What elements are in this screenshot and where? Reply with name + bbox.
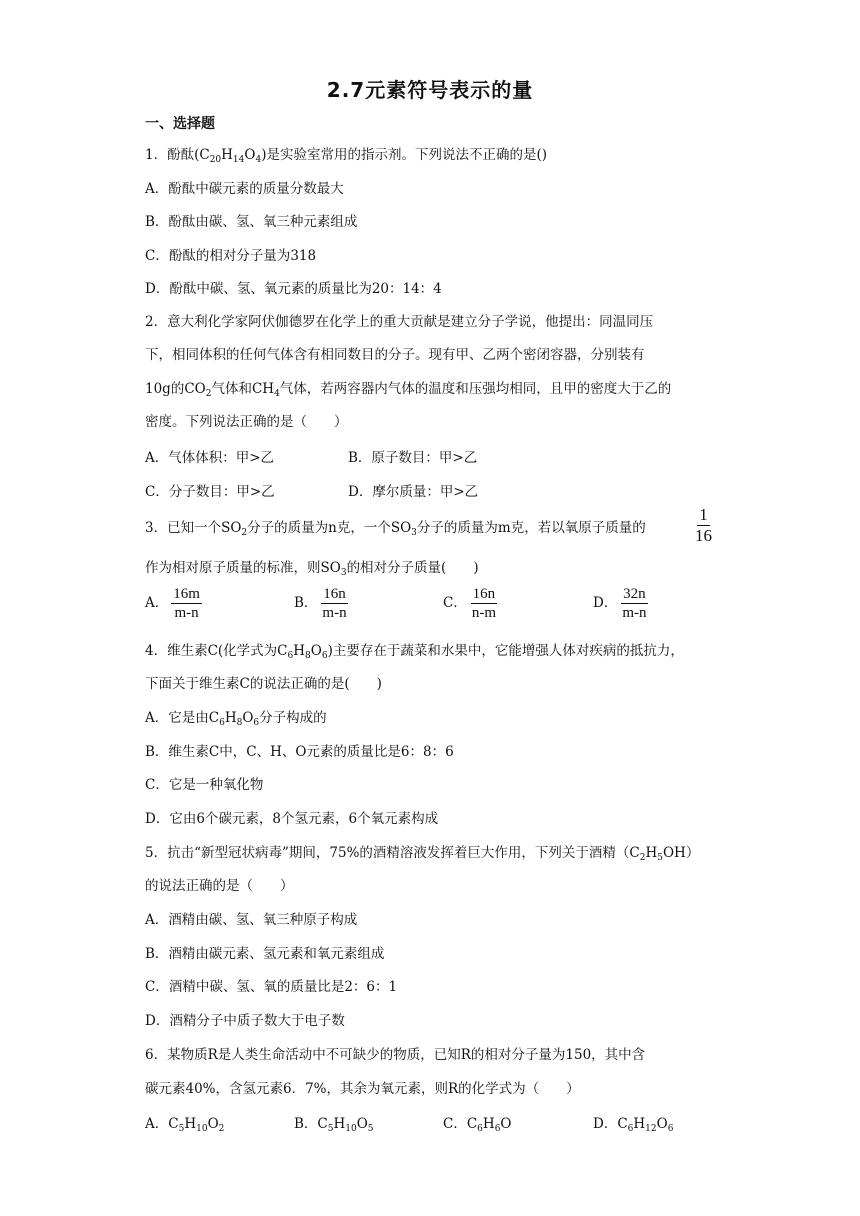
question-1-option-a: A．酚酞中碳元素的质量分数最大 [145, 181, 344, 197]
question-2-option-d: D．摩尔质量：甲>乙 [348, 484, 479, 500]
question-5-line-2: 的说法正确的是（ ） [145, 878, 294, 894]
question-5-option-a: A．酒精由碳、氢、氧三种原子构成 [145, 912, 358, 928]
question-4-line-1: 4．维生素C(化学式为$C_6H_8O_6$)主要存在于蔬菜和水果中，它能增强人体对疾病的抵抗力， [145, 643, 684, 661]
question-6-option-c: C．$C_6H_6O$ [443, 1116, 512, 1134]
question-6-line-1: 6．某物质R是人类生命活动中不可缺少的物质，已知R的相对分子量为150，其中含 [145, 1047, 646, 1063]
question-1-option-c: C．酚酞的相对分子量为318 [145, 248, 317, 264]
question-2-line-3: 10g的$CO_2$气体和$CH_4$气体，若两容器内气体的温度和压强均相同，且甲的密度大于乙的 [145, 381, 672, 399]
question-3-line-2: 作为相对原子质量的标准，则$SO_3$的相对分子质量( ) [145, 560, 479, 578]
question-2-line-4: 密度。下列说法正确的是（ ） [145, 414, 348, 430]
question-4-option-b: B．维生素C中，C、H、O元素的质量比是6：8：6 [145, 744, 454, 760]
question-5-option-b: B．酒精由碳元素、氢元素和氧元素组成 [145, 946, 385, 962]
page-title: 2.7元素符号表示的量 [326, 78, 534, 102]
question-2-option-b: B．原子数目：甲>乙 [348, 450, 478, 466]
question-3-option-c: C． $\frac{16n}{n-m}$ [443, 586, 497, 621]
question-2-line-2: 下，相同体积的任何气体含有相同数目的分子。现有甲、乙两个密闭容器，分别装有 [145, 347, 645, 363]
question-6-option-a: A．$C_5H_{10}O_2$ [145, 1116, 225, 1134]
question-6-line-2: 碳元素40%，含氢元素6．7%，其余为氧元素，则R的化学式为（ ） [145, 1081, 580, 1097]
question-6-option-b: B．$C_5H_{10}O_5$ [294, 1116, 374, 1134]
question-1-stem: 1．酚酞$(C_{20}H_{14}O_4)$是实验室常用的指示剂。下列说法不正确的是() [145, 147, 547, 165]
question-2-option-a: A．气体体积：甲>乙 [145, 450, 275, 466]
question-3-option-d: D． $\frac{32n}{m-n}$ [593, 586, 647, 621]
question-5-line-1: 5．抗击“新型冠状病毒”期间，75%的酒精溶液发挥着巨大作用，下列关于酒精$(C_2H_5OH)$ [145, 845, 700, 863]
question-2-line-1: 2．意大利化学家阿伏伽德罗在化学上的重大贡献是建立分子学说，他提出：同温同压 [145, 314, 654, 330]
question-1-option-b: B．酚酞由碳、氢、氧三种元素组成 [145, 214, 358, 230]
question-4-line-2: 下面关于维生素C的说法正确的是( ) [145, 676, 382, 692]
question-4-option-c: C．它是一种氧化物 [145, 777, 264, 793]
question-3-fraction [690, 505, 717, 546]
question-3-line-1: 3．已知一个$SO_2$分子的质量为n克，一个$SO_3$分子的质量为m克，若以氧原子质量的 [145, 520, 646, 538]
question-1-option-d: D．酚酞中碳、氢、氧元素的质量比为20：14：4 [145, 281, 442, 297]
question-6-option-d: D．$C_6H_{12}O_6$ [593, 1116, 674, 1134]
question-5-option-c: C．酒精中碳、氢、氧的质量比是2：6：1 [145, 979, 398, 995]
fraction-numerator: 1 [699, 505, 708, 524]
question-4-option-a: A．它是由$C_6H_8O_6$分子构成的 [145, 710, 327, 728]
question-4-option-d: D．它由6个碳元素，8个氢元素，6个氧元素构成 [145, 811, 439, 827]
section-heading: 一、选择题 [145, 116, 215, 132]
question-3-option-a: A． $\frac{16m}{m-n}$ [145, 586, 200, 621]
question-5-option-d: D．酒精分子中质子数大于电子数 [145, 1013, 345, 1029]
question-3-option-b: B． $\frac{16n}{m-n}$ [294, 586, 347, 621]
question-2-option-c: C．分子数目：甲>乙 [145, 484, 275, 500]
fraction-denominator: 16 [695, 526, 712, 545]
